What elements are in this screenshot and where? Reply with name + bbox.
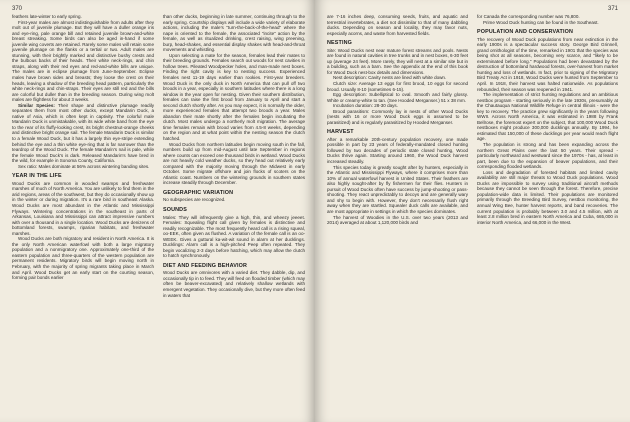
paragraph — [12, 20, 154, 103]
paragraph — [327, 48, 468, 76]
paragraph-text: The implementation of strict hunting regulations and an ambitious nestbox program - starting seriously in the late 1930s, presumably at the Chautauqua National Wildlife Refuge in central Illinois - were the key to recovery. The practice grew significantly in the years following WWII. Across North America, it was estimated in 1988 by Frank Bellrose, the foremost expert on the subject, that 100,000 Wood Duck nestboxes might produce 300,000 ducklings annually. By 1994, he estimated that 150,000 of these ducklings per year would reach flight age. — [477, 92, 618, 142]
run-in-heading: Similar Species: — [18, 102, 55, 108]
paragraph — [163, 215, 305, 259]
paragraph-text: Males: They will infrequently give a high, thin, and wheezy jeeeet. Females: Squealing flight call given by females is distinctive and readily recognizable. The most frequently heard call is a rising squeal, oo-EEK, often given as flushed. A variation of the female call is an oo-WEEK. Gives a guttural ka-wit-wit sound in alarm at her ducklings. Ducklings: Alarm call is a high-pitched Peep often repeated. They begin vocalizing 2-3 days before hatching, which may allow the clutch to hatch synchronously. — [163, 214, 305, 259]
paragraph — [163, 270, 305, 298]
right-page — [315, 0, 630, 422]
section-heading: YEAR IN THE LIFE — [12, 173, 62, 180]
paragraph-text: This species today is greatly sought after by hunters, especially in the Atlantic and Mississippi Flyways, where it comprises more than 10% of annual waterfowl harvest in United States. Their feathers are also highly sought-after by fly fishermen for their flies. Hunters in pursuit of Wood Ducks often have success by jump-shooting or pass-shooting. They react unpredictably to decoys and are generally wary and shy to begin with. However, they don't necessarily flush right away when they are startled. Squealer duck calls are available, and are most appropriate in settings in which the species dominates. — [327, 164, 468, 214]
section-heading: GEOGRAPHIC VARIATION — [163, 189, 234, 196]
text-column — [327, 14, 468, 226]
section-heading: NESTING — [327, 40, 353, 47]
paragraph — [163, 197, 305, 203]
paragraph — [163, 14, 305, 53]
paragraph-text: Wood Ducks are both migratory and resident in North America. It is the only North American waterfowl with both a large migratory population and a nonmigratory one. Approximately one-third of the eastern population and three-quarters of the western population are permanent residents. Migratory birds will begin moving north in February, with the majority of spring migrants taking place in March and April. Wood Ducks get an early start on the courting season, forming pair bonds earlier — [12, 236, 154, 281]
paragraph-text: Wood Ducks are omnivores with a varied diet. They dabble, dip, and occasionally tip in to feed. They will feed on flooded timber (which may often be beaver-excavated) and relatively shallow wetlands with emergent vegetation. They occasionally dive, but they more often feed in waters that — [163, 270, 305, 298]
paragraph — [477, 92, 618, 142]
paragraph-text: Site: Wood Ducks nest near mature forest streams and pools. Nests are found in natural cavities in tree trunks and in nest boxes, 6-30 feet up (average 24 feet). More rarely, they will nest at a similar site but in a building, such as a barn. See the appendix at the end of this book for Wood Duck nest-box details and dimensions. — [327, 47, 468, 75]
paragraph — [163, 53, 305, 142]
paragraph — [477, 170, 618, 225]
text-column — [12, 14, 154, 298]
paragraph — [12, 236, 154, 280]
paragraph-text: Egg description: Subelliptical to oval. Smooth and fairly glossy. White or creamy-white to tan. (See Hooded Merganser.) 51 x 38 mm. — [327, 92, 468, 103]
paragraph-text: for Canada the corresponding number was 76,800. — [477, 14, 580, 19]
paragraph-text: First-year males are almost indistinguishable from adults after they molt out of juvenile plumage. But they will have a duller orange iris and eye-ring, pale orange bill and retained juvenile brown-and-white breast streaking. Some birds can also be aged in-hand if some juvenile wing coverts are retained. Rarely some males will retain some juvenile plumage on the flanks or a tertial or two. Adult males are stunning, with their brightly marked and distinctive bushy crests and the bulbous backs of their heads. Their white neck-rings, and chin straps, along with their red eyes and red-and-white bills are unique. The males are in eclipse plumage from June-September. Eclipse males have brown sides and breasts; they loose the crest on their heads, leaving a shadow of the breeding head pattern, particularly the white neck-rings and chin-straps. Their eyes are still red and the bills are colorful but duller than in the breeding season. During wing molt males are flightless for about 3 weeks. — [12, 19, 154, 103]
paragraph-text: than other ducks, beginning in late summer, continuing through to the early spring. Courtship displays will include a wide variety of elaborate actions, including the male's "turn-the-back-of-the-head" where the nape is oriented to the female, the associated "incite" action by the female, as well as ritualized drinking, crest raising, wing preening, burp, head-shakes, and essential display shakes with head-and-throat movements and whistling. — [163, 14, 305, 53]
text-columns — [327, 14, 618, 226]
paragraph-text: Wood Ducks from northern latitudes begin moving south in the fall, numbers build up from mid-August until late September in regions where counts can exceed one thousand birds in wetland. Wood Ducks are not heavily cold weather ducks, so they head out relatively early compared with the majority moving through the Midwest in early October. Some migrate offshore and join flocks of scoters on the Atlantic coast. Numbers on the wintering grounds in southern states increase steadily through December. — [163, 141, 305, 186]
paragraph — [12, 181, 154, 236]
text-columns — [12, 14, 305, 298]
paragraph-text: No subspecies are recognized. — [163, 197, 226, 203]
paragraph — [327, 165, 468, 215]
paragraph — [327, 109, 468, 126]
paragraph-text: Clutch size: Average 13 eggs for first brood, 10 eggs for second brood. Usually 8-10 (sometimes 6-15). — [327, 80, 468, 92]
paragraph-text: feathers late-winter to early spring. — [12, 14, 82, 19]
paragraph — [163, 142, 305, 186]
paragraph — [327, 14, 468, 36]
paragraph-text: Wood Ducks are common in wooded swamps and freshwater marshes of much of North America. You are unlikely to find them in the arid regions, areas of the southwest, but they do occasionally show up in the winter or during migration. It's a rare bird in southeast Alaska. Wood Ducks are most abundant in the Atlantic and Mississippi Flyways. Wintering concentrations in the southeast in parts of Arkansas, Louisiana and Mississippi can attract impressive numbers with over a thousand in a single location. Wood Ducks are denizens of bottomland forests, swamps, riparian habitats, and freshwater marshes. — [12, 180, 154, 236]
paragraph-text: The population is strong and has been expanding across the northern Great Plains over the last 50 years. Their spread - particularly northward and westward since the 1970s - has, at least in part, been due to the expansion of beaver populations, and their corresponding flooded wetlands. — [477, 141, 618, 170]
paragraph-text: The harvest of Woodies in the U.S. over two years (2013 and 2014) averaged at about 1,120,000 birds and — [327, 214, 468, 226]
section-heading: SOUNDS — [163, 207, 187, 213]
paragraph — [477, 20, 618, 26]
paragraph-text: After a remarkable 20th-century population recovery, one made possible in part by 23 years of federally-mandated closed hunting followed by two decades of periodic state closed hunting, Wood Ducks thrive again. Starting around 1960, the Wood Duck harvest increased steadily. — [327, 136, 468, 165]
paragraph-text: are 7-16 inches deep, consuming seeds, fruits, and aquatic and terrestrial invertebrates, a diet not dissimilar to that of many dabbling ducks. Depending on season and locality, they may favor nuts, especially acorns, and waste from harvested fields. — [327, 14, 468, 36]
paragraph — [327, 81, 468, 92]
paragraph-text: Sex ratio: Males dominate at 56% across wintering banding sites. — [18, 163, 150, 169]
paragraph — [327, 215, 468, 226]
paragraph-text: Nest description: Cavity nests are lined with white down. — [333, 75, 447, 81]
paragraph-text: Their shape and distinctive plumage readily separates them from most other ducks, except Mandarin Duck, a native of Asia, which is often kept in captivity. The colorful male Mandarin Duck is unmistakable, with its wide white band from the eye to the rear of its fluffy-looking crest, its bright chestnut-orange cheeks and distinctive bright orange sail. The female Mandarin Duck is similar to a female Wood Duck, but it has a largely thin eye-stripe extending behind the eye and a thin white eye-ring that is far narrower than the teardrop of the Wood Duck. The female Mandarin's nail is pale, while the female Wood Duck's is dark. Released Mandarin's have bred in the wild, for example in Sonoma County, California. — [12, 102, 154, 164]
paragraph — [327, 137, 468, 165]
section-heading: POPULATION AND CONSERVATION — [477, 29, 573, 36]
paragraph-text: Brood parasitism: Commonly lay in nests of other Wood Ducks (nests with 16 or more Wood Duck eggs is assumed to be parasitized) and is regularly parasitized by Hooded Merganser. — [327, 108, 468, 125]
text-column — [163, 14, 305, 298]
paragraph-text: The recovery of Wood Duck populations from near extinction in the early 1900s is a spectacular success story. George Bird Grinnell, grand ornithologist of the time, remarked in 1901 that the species was being shot at all seasons, becoming very scarce, and "likely to be exterminated before long." Populations had been devastated by the destruction of bottomland hardwood forests, over-harvest from market hunting and loss of wetlands. In fact, prior to signing of the Migratory Bird Treaty Act in 1918, Wood Ducks were hunted from September to April. In 1918, their harvest was halted nationwide. As populations rebounded, their season was reopened in 1941. — [477, 36, 618, 92]
paragraph-text: Upon selecting a mate for the season, females lead their mates to their breeding grounds. Females search out woods for nest cavities in hollow trees. Pileated Woodpecker holes, and man-made nest boxes. Finding the right cavity is key to nesting success. Experienced females nest 11-19 days earlier than rookies. First-year breeders. Wood Duck is the only duck in North America that can pull off two broods in a year, especially in southern latitudes where there is a long window in the year open for nesting. Given their southern distribution, females can raise the first brood from January to April and start a second clutch shortly after. As you may expect, it is normally the older, more experienced females that attempt two broods a year. Males abandon their mate shortly after the females begin incubating the clutch. Most males undergo a northerly molt migration. The average time females remain with brood varies from 4.5-8 weeks, depending on the region and at what point within the nesting season the clutch hatched. — [163, 52, 305, 142]
paragraph — [477, 37, 618, 92]
paragraph — [477, 142, 618, 170]
paragraph-text: Incubation duration: 28-30 days. — [333, 103, 398, 109]
paragraph — [12, 164, 154, 170]
page-number: 371 — [607, 6, 618, 12]
page-number: 370 — [12, 6, 23, 12]
section-heading: HARVEST — [327, 129, 354, 136]
paragraph-text: Loss and degradation of forested habitats and limited cavity availability are still major threats to Wood Duck populations. Wood Ducks are impossible to survey using traditional aircraft methods because they cannot be seen through the forest. Therefore, precise population-wide data is limited. Their populations are monitored primarily through the Breeding Bird Survey, nestbox monitoring, the annual Wing Bee, hunter harvest reports, and band recoveries. The current population is probably between 3.0 and 4.5 million, with at least 2.8 million bred in eastern North America and Cuba, 665,000 in interior North America, and 66,000 in the West. — [477, 169, 618, 225]
paragraph-text: Prime Wood Duck hunting can be found in the Southeast. — [483, 19, 599, 25]
paragraph — [327, 92, 468, 103]
text-column — [477, 14, 618, 226]
section-heading: DIET AND FEEDING BEHAVIOR — [163, 262, 248, 269]
paragraph — [12, 103, 154, 164]
